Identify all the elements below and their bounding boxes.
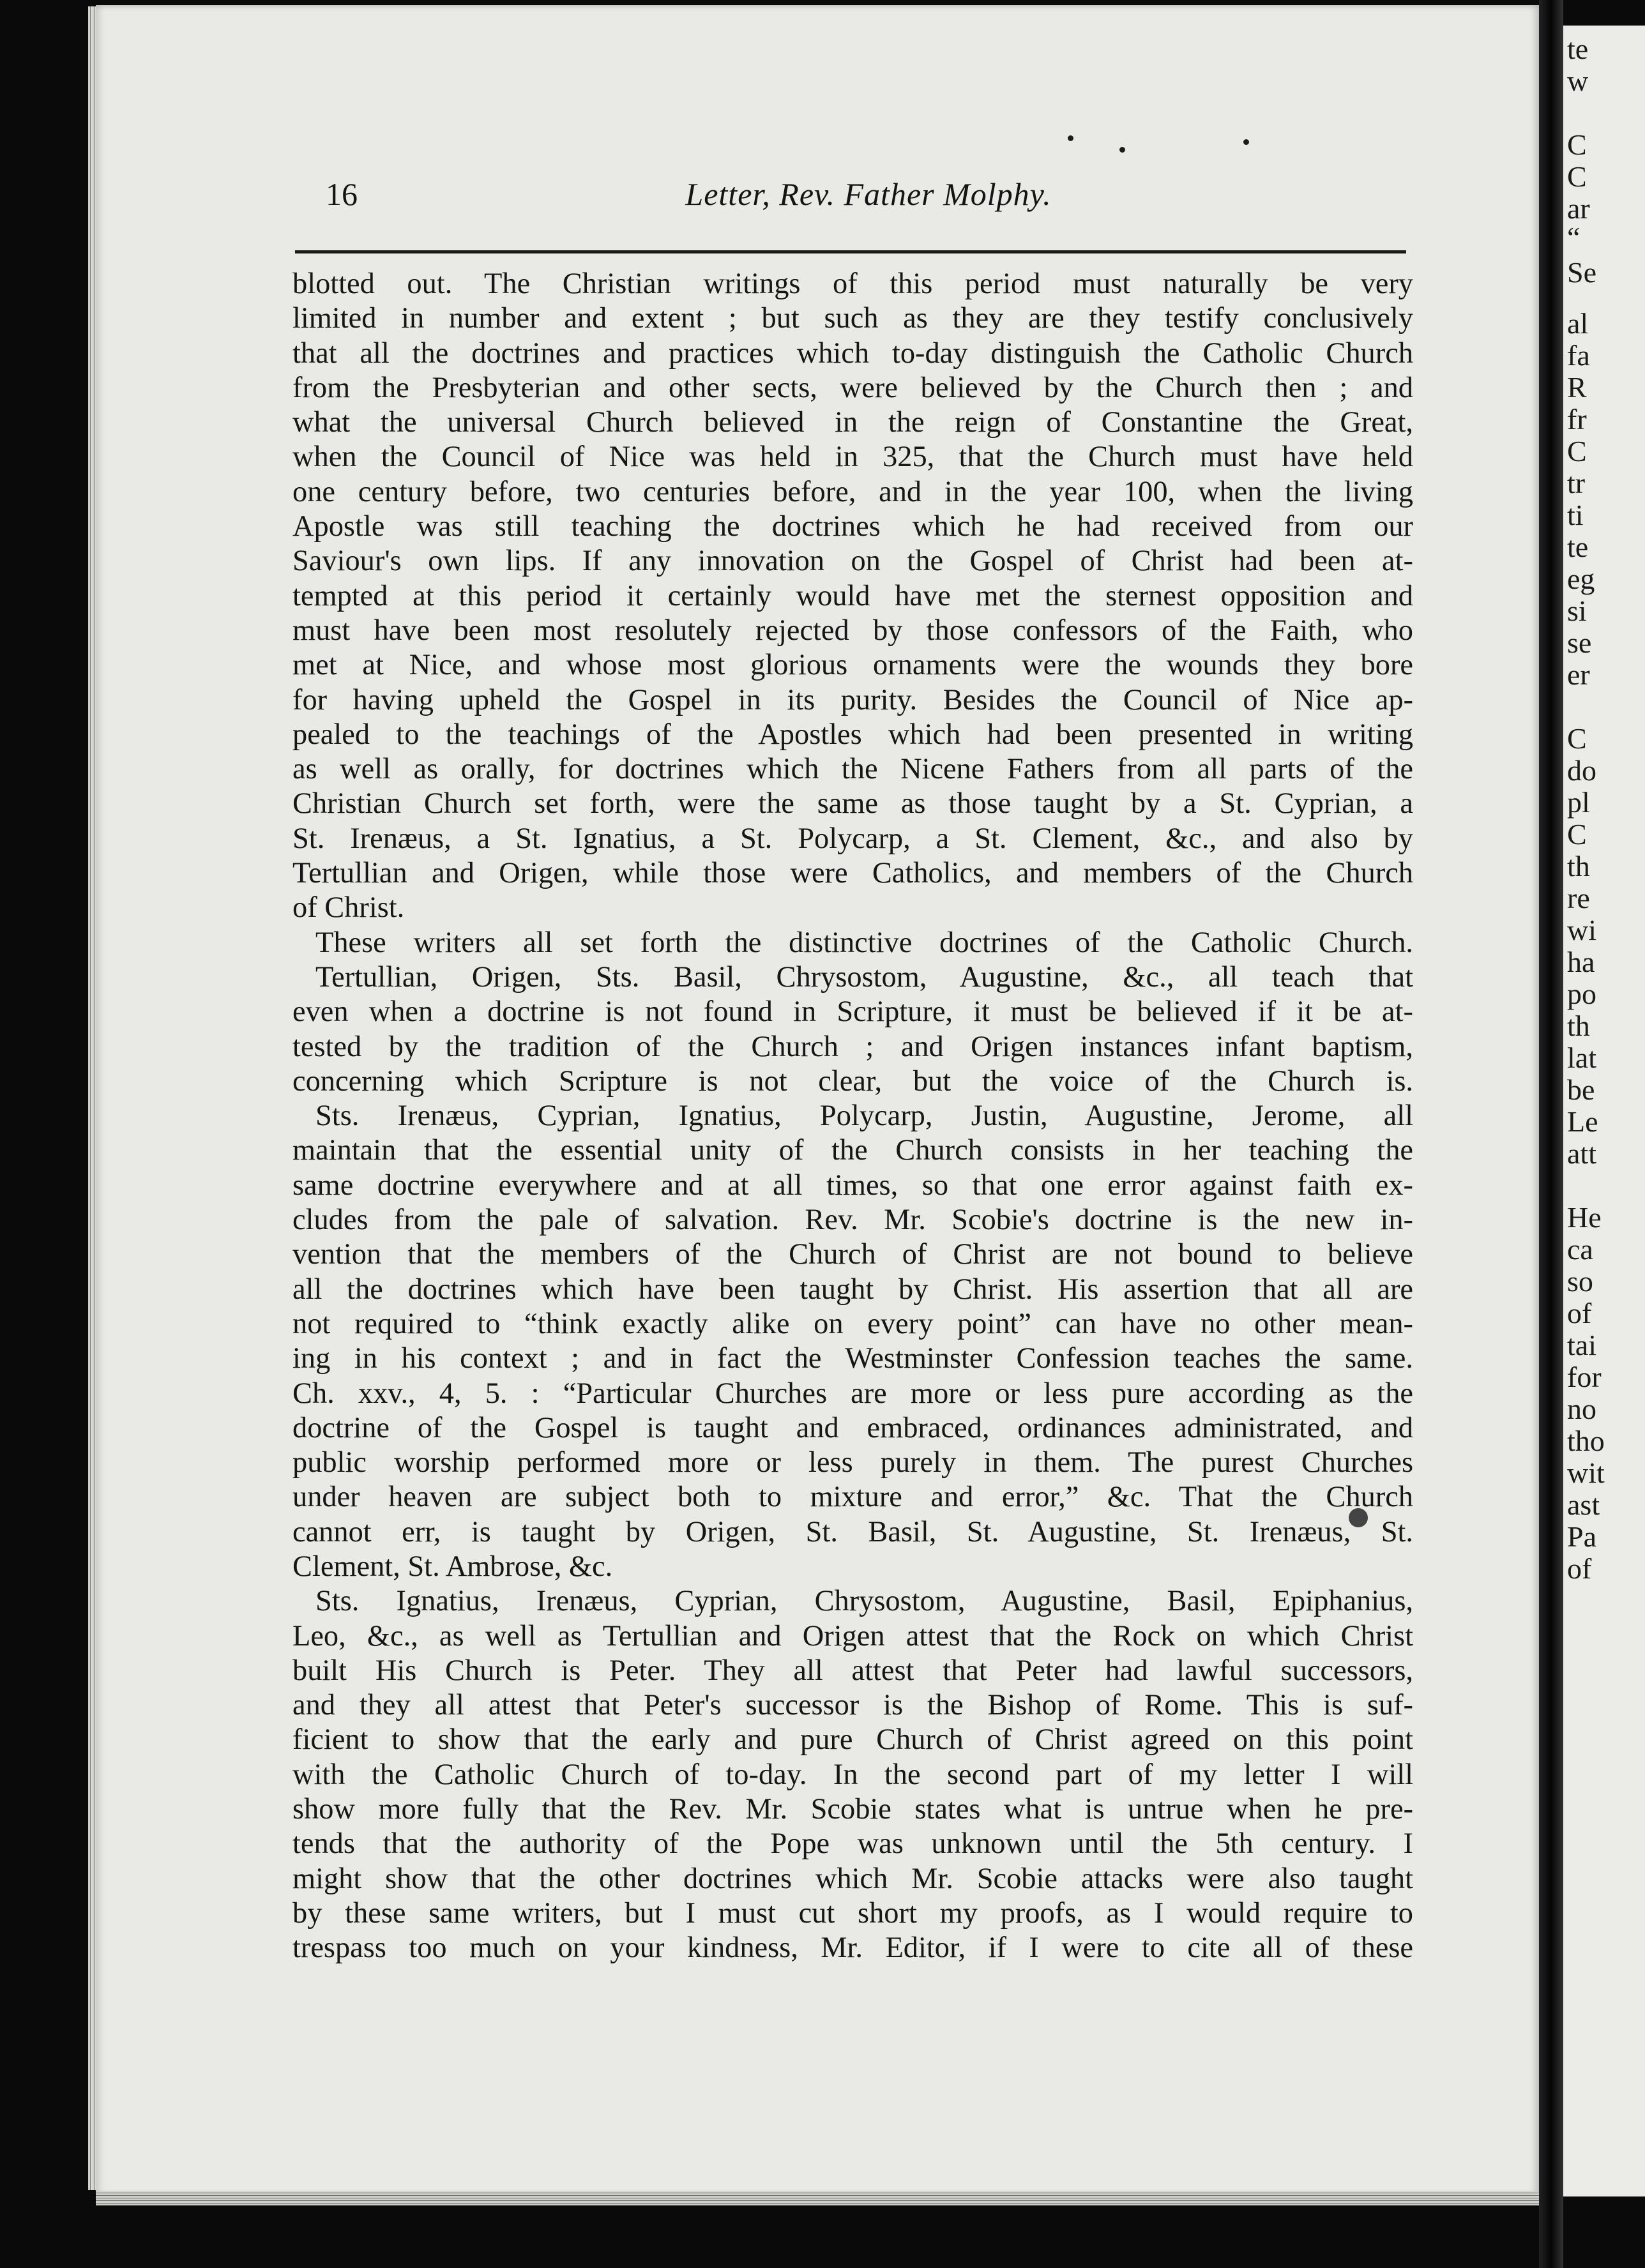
text-line: cannot err, is taught by Origen, St. Basil, St. Augustine, St. Irenæus, St. [292, 1515, 1413, 1548]
facing-line-fragment: pl [1567, 786, 1590, 819]
text-line: tends that the authority of the Pope was unknown until the 5th century. I [292, 1827, 1413, 1861]
text-line: Sts. Irenæus, Cyprian, Ignatius, Polycarp, Justin, Augustine, Jerome, all [315, 1100, 1413, 1133]
text-line: might show that the other doctrines which Mr. Scobie attacks were also taught [292, 1862, 1413, 1895]
text-line: tested by the tradition of the Church ; and Origen instances infant baptism, [292, 1030, 1413, 1063]
facing-line-fragment: th [1567, 850, 1590, 882]
facing-line-fragment: att [1567, 1137, 1596, 1170]
text-line: Leo, &c., as well as Tertullian and Origen attest that the Rock on which Christ [292, 1619, 1413, 1652]
text-line: by these same writers, but I must cut short my proofs, as I would require to [292, 1896, 1413, 1930]
text-line: under heaven are subject both to mixture and error,” &c. That the Church [292, 1481, 1413, 1514]
text-line: not required to “think exactly alike on every point” can have no other mean- [292, 1307, 1413, 1340]
facing-line-fragment: ast [1567, 1488, 1600, 1521]
ink-dot [1068, 135, 1073, 141]
facing-line-fragment: C [1567, 128, 1587, 161]
facing-line-fragment: fr [1567, 403, 1587, 435]
facing-line-fragment: po [1567, 978, 1596, 1010]
facing-line-fragment: se [1567, 626, 1592, 659]
facing-line-fragment: ca [1567, 1233, 1593, 1266]
facing-line-fragment: Le [1567, 1105, 1598, 1138]
facing-line-fragment: er [1567, 658, 1590, 691]
facing-line-fragment: wi [1567, 914, 1596, 946]
text-line: blotted out. The Christian writings of this period must naturally be very [292, 268, 1413, 300]
text-line: all the doctrines which have been taught by Christ. His assertion that all are [292, 1273, 1413, 1306]
facing-line-fragment: tr [1567, 467, 1586, 499]
text-line: one century before, two centuries before, and in the year 100, when the living [292, 475, 1413, 508]
text-line: vention that the members of the Church of Christ are not bound to believe [292, 1238, 1413, 1271]
text-line: limited in number and extent ; but such as they are they testify conclusively [292, 302, 1413, 335]
facing-line-fragment: for [1567, 1361, 1602, 1393]
text-line: trespass too much on your kindness, Mr. Editor, if I were to cite all of these [292, 1932, 1413, 1965]
text-line: Clement, St. Ambrose, &c. [292, 1550, 613, 1583]
text-line: Apostle was still teaching the doctrines which he had received from our [292, 510, 1413, 543]
text-line: doctrine of the Gospel is taught and embraced, ordinances administrated, and [292, 1411, 1413, 1444]
text-line: that all the doctrines and practices which to-day distinguish the Catholic Church [292, 336, 1413, 370]
text-line: ing in his context ; and in fact the Westminster Confession teaches the same. [292, 1342, 1413, 1375]
facing-line-fragment: Pa [1567, 1520, 1596, 1553]
text-line: maintain that the essential unity of the Church consists in her teaching the [292, 1134, 1413, 1167]
text-line: even when a doctrine is not found in Scripture, it must be believed if it be at- [292, 995, 1413, 1029]
facing-line-fragment: C [1567, 722, 1587, 755]
facing-line-fragment: C [1567, 160, 1587, 193]
facing-line-fragment: no [1567, 1393, 1596, 1425]
text-line: Tertullian and Origen, while those were Catholics, and members of the Church [292, 857, 1413, 890]
facing-line-fragment: tai [1567, 1329, 1596, 1361]
running-title: Letter, Rev. Father Molphy. [685, 176, 1052, 212]
page-number: 16 [326, 176, 358, 212]
facing-line-fragment: Se [1567, 256, 1596, 289]
text-line: met at Nice, and whose most glorious ornaments were the wounds they bore [292, 649, 1413, 682]
page-bottom-edge [96, 2191, 1539, 2205]
facing-line-fragment: C [1567, 435, 1587, 467]
facing-line-fragment: ti [1567, 499, 1584, 531]
text-line: cludes from the pale of salvation. Rev. Mr. Scobie's doctrine is the new in- [292, 1204, 1413, 1237]
text-line: must have been most resolutely rejected by those confessors of the Faith, who [292, 614, 1413, 647]
text-line: tempted at this period it certainly would have met the sternest opposition and [292, 579, 1413, 612]
facing-line-fragment: re [1567, 882, 1590, 914]
facing-line-fragment: te [1567, 531, 1589, 563]
text-line: Christian Church set forth, were the same as those taught by a St. Cyprian, a [292, 787, 1413, 820]
text-line: and they all attest that Peter's successor is the Bishop of Rome. This is suf- [292, 1689, 1413, 1722]
facing-line-fragment: lat [1567, 1041, 1596, 1074]
running-header [326, 176, 1411, 227]
facing-line-fragment: of [1567, 1552, 1592, 1585]
book-gutter [1539, 0, 1563, 2268]
facing-line-fragment: be [1567, 1073, 1595, 1106]
text-line: public worship performed more or less purely in them. The purest Churches [292, 1446, 1413, 1479]
facing-line-fragment: tho [1567, 1425, 1605, 1457]
text-line: Ch. xxv., 4, 5. : “Particular Churches are more or less pure according as the [292, 1377, 1413, 1410]
facing-line-fragment: C [1567, 818, 1587, 850]
text-line: for having upheld the Gospel in its purity. Besides the Council of Nice ap- [292, 683, 1413, 716]
text-line: as well as orally, for doctrines which the Nicene Fathers from all parts of the [292, 753, 1413, 786]
header-rule [295, 250, 1406, 253]
text-line: same doctrine everywhere and at all times, so that one error against faith ex- [292, 1168, 1413, 1202]
facing-line-fragment: te [1567, 33, 1589, 65]
text-line: Saviour's own lips. If any innovation on the Gospel of Christ had been at- [292, 545, 1413, 578]
facing-line-fragment: th [1567, 1009, 1590, 1042]
text-line: from the Presbyterian and other sects, were believed by the Church then ; and [292, 371, 1413, 404]
text-line: with the Catholic Church of to-day. In the second part of my letter I will [292, 1758, 1413, 1791]
ink-dot [1119, 147, 1125, 153]
text-line: what the universal Church believed in the reign of Constantine the Great, [292, 406, 1413, 439]
text-line: show more fully that the Rev. Mr. Scobie states what is untrue when he pre- [292, 1793, 1413, 1826]
text-line: pealed to the teachings of the Apostles which had been presented in writing [292, 718, 1413, 751]
facing-line-fragment: si [1567, 594, 1587, 627]
facing-line-fragment: w [1567, 64, 1589, 97]
facing-line-fragment: He [1567, 1201, 1602, 1234]
text-line: Tertullian, Origen, Sts. Basil, Chrysostom, Augustine, &c., all teach that [315, 960, 1413, 994]
text-line: built His Church is Peter. They all attest that Peter had lawful successors, [292, 1654, 1413, 1687]
facing-line-fragment: fa [1567, 339, 1590, 372]
text-line: St. Irenæus, a St. Ignatius, a St. Polycarp, a St. Clement, &c., and also by [292, 822, 1413, 855]
facing-line-fragment: al [1567, 307, 1589, 340]
facing-line-fragment: eg [1567, 563, 1595, 595]
text-line: of Christ. [292, 891, 405, 925]
text-line: ficient to show that the early and pure Church of Christ agreed on this point [292, 1723, 1413, 1757]
facing-page [1563, 26, 1645, 2196]
facing-line-fragment: ar [1567, 192, 1590, 225]
ink-dot [1243, 139, 1249, 145]
facing-line-fragment: R [1567, 371, 1587, 404]
text-line: These writers all set forth the distinctive doctrines of the Catholic Church. [315, 926, 1413, 959]
text-line: Sts. Ignatius, Irenæus, Cyprian, Chrysostom, Augustine, Basil, Epiphanius, [315, 1585, 1413, 1618]
facing-line-fragment: wit [1567, 1456, 1605, 1489]
text-line: when the Council of Nice was held in 325, that the Church must have held [292, 441, 1413, 474]
text-line: concerning which Scripture is not clear, but the voice of the Church is. [292, 1064, 1413, 1098]
facing-line-fragment: “ [1567, 221, 1581, 253]
facing-line-fragment: ha [1567, 946, 1595, 978]
facing-line-fragment: so [1567, 1265, 1593, 1297]
facing-line-fragment: of [1567, 1297, 1592, 1329]
facing-line-fragment: do [1567, 754, 1596, 787]
body-text [292, 267, 1413, 1966]
